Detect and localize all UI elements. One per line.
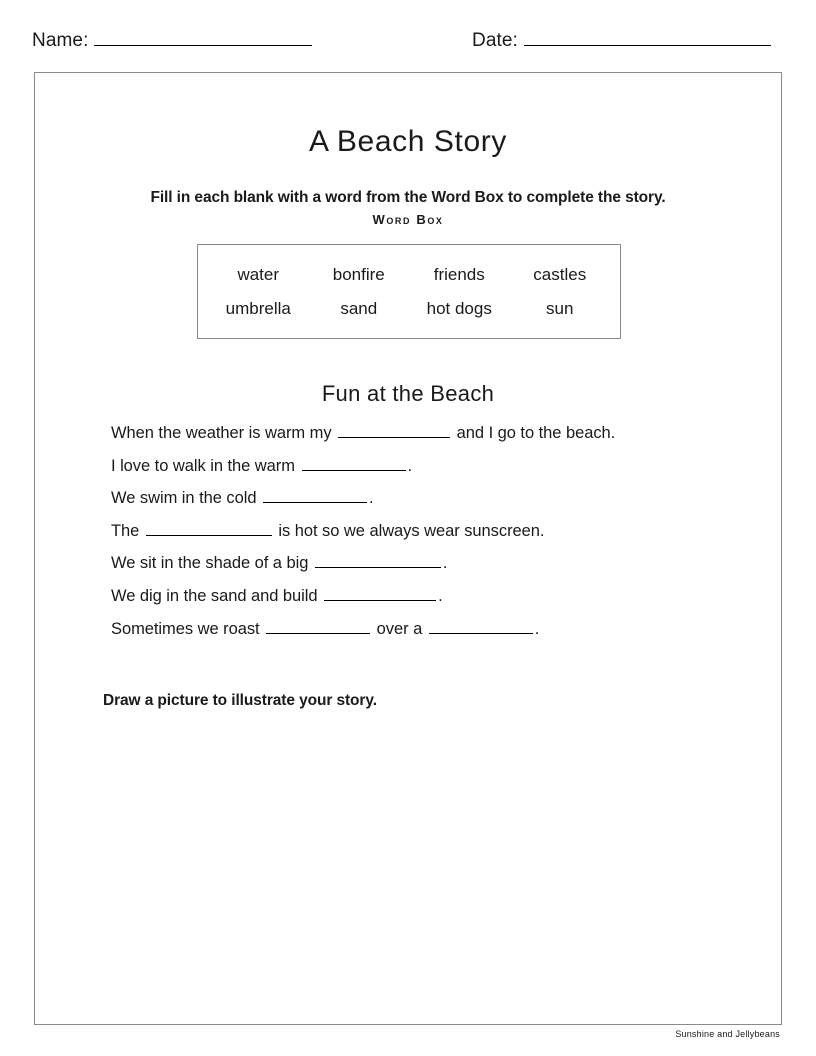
story-text: . bbox=[534, 619, 540, 638]
story-text: is hot so we always wear sunscreen. bbox=[278, 521, 545, 540]
name-field[interactable] bbox=[32, 30, 472, 52]
story-line bbox=[111, 482, 751, 515]
word-item[interactable]: sun bbox=[546, 298, 574, 318]
story-text: . bbox=[369, 489, 374, 508]
answer-blank[interactable] bbox=[324, 587, 436, 601]
student-info-row bbox=[32, 30, 784, 62]
word-box-row bbox=[208, 299, 610, 319]
answer-blank[interactable] bbox=[338, 424, 450, 438]
word-box-row bbox=[208, 265, 610, 285]
date-field[interactable] bbox=[472, 30, 771, 52]
word-item[interactable]: castles bbox=[533, 264, 587, 284]
story-line bbox=[111, 417, 751, 450]
word-item[interactable]: bonfire bbox=[332, 264, 385, 284]
story-text: Sometimes we roast bbox=[111, 619, 260, 638]
fill-in-instruction: Fill in each blank with a word from the Word Box to complete the story. bbox=[150, 188, 666, 206]
story-text: When the weather is warm my bbox=[111, 424, 332, 442]
story-text: over a bbox=[376, 619, 423, 638]
answer-blank[interactable] bbox=[315, 554, 441, 568]
page-title: A Beach Story bbox=[309, 125, 507, 159]
worksheet-frame bbox=[34, 72, 782, 1025]
name-input-rule[interactable] bbox=[94, 31, 312, 46]
story-title: Fun at the Beach bbox=[321, 381, 495, 407]
story-body bbox=[111, 417, 751, 645]
story-line bbox=[111, 580, 751, 613]
word-box-label: Word Box bbox=[372, 212, 444, 227]
story-text: We sit in the shade of a big bbox=[111, 554, 309, 573]
story-line bbox=[111, 547, 751, 580]
word-item[interactable]: hot dogs bbox=[426, 298, 492, 318]
story-text: The bbox=[111, 521, 140, 540]
story-text: . bbox=[442, 554, 448, 573]
word-box bbox=[197, 244, 621, 339]
story-line bbox=[111, 450, 751, 483]
story-text: . bbox=[438, 586, 443, 605]
answer-blank[interactable] bbox=[429, 620, 533, 634]
word-item[interactable]: water bbox=[237, 264, 280, 284]
answer-blank[interactable] bbox=[266, 620, 370, 634]
story-text: I love to walk in the warm bbox=[111, 456, 295, 475]
story-text: We dig in the sand and build bbox=[111, 586, 318, 605]
answer-blank[interactable] bbox=[146, 522, 272, 536]
word-item[interactable]: friends bbox=[433, 264, 485, 284]
story-text: and I go to the beach. bbox=[456, 424, 616, 442]
word-item[interactable]: umbrella bbox=[225, 298, 291, 318]
story-line bbox=[111, 515, 751, 548]
draw-instruction: Draw a picture to illustrate your story. bbox=[103, 691, 377, 709]
date-label: Date: bbox=[472, 30, 518, 51]
name-label: Name: bbox=[32, 30, 89, 51]
answer-blank[interactable] bbox=[302, 457, 406, 471]
story-line bbox=[111, 613, 751, 646]
story-text: We swim in the cold bbox=[111, 489, 257, 508]
footer-credit: Sunshine and Jellybeans bbox=[675, 1029, 780, 1039]
story-text: . bbox=[407, 456, 413, 475]
answer-blank[interactable] bbox=[263, 489, 367, 503]
date-input-rule[interactable] bbox=[524, 31, 771, 46]
word-item[interactable]: sand bbox=[340, 298, 378, 318]
